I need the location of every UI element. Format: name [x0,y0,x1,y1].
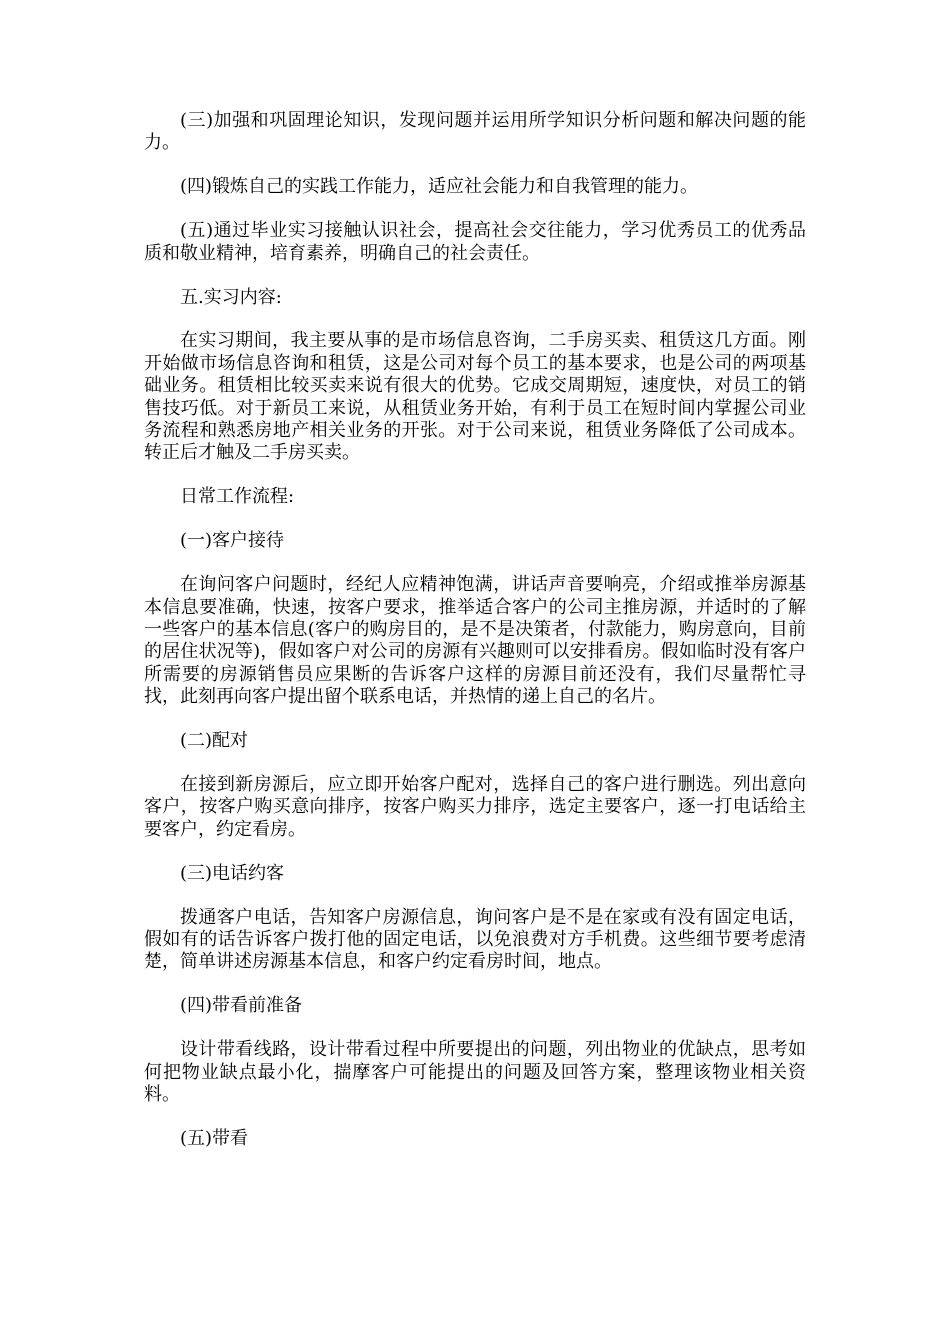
paragraph-phone-appointment: 拨通客户电话，告知客户房源信息，询问客户是不是在家或有没有固定电话，假如有的话告诉客户拨打他的固定电话，以免浪费对方手机费。这些细节要考虑清楚，简单讲述房源基本信息，和客户约定看房时间，地点。 [144,906,806,973]
subheading-matching: (二)配对 [180,730,249,752]
document-body [144,110,806,1172]
subheading-viewing: (五)带看 [180,1128,249,1149]
paragraph-matching: 在接到新房源后，应立即开始客户配对，选择自己的客户进行删选。列出意向客户，按客户购买意向排序，按客户购买力排序，选定主要客户，逐一打电话给主要客户，约定看房。 [144,774,806,840]
subheading-phone-appointment: (三)电话约客 [180,862,285,884]
subheading-customer-reception: (一)客户接待 [180,530,285,552]
paragraph-goal-4: (四)锻炼自己的实践工作能力，适应社会能力和自我管理的能力。 [180,176,699,198]
paragraph-goal-5: (五)通过毕业实习接触认识社会，提高社会交往能力，学习优秀员工的优秀品质和敬业精神，培育素养，明确自己的社会责任。 [144,220,806,264]
paragraph-internship-content: 在实习期间，我主要从事的是市场信息咨询，二手房买卖、租赁这几方面。刚开始做市场信息咨询和租赁，这是公司对每个员工的基本要求，也是公司的两项基础业务。租赁相比较买卖来说有很大的优势。它成交周期短，速度快，对员工的销售技巧低。对于新员工来说，从租赁业务开始，有利于员工在短时间内掌握公司业务流程和熟悉房地产相关业务的开张。对于公司来说，租赁业务降低了公司成本。转正后才触及二手房买卖。 [144,330,806,464]
subheading-viewing-preparation: (四)带看前准备 [180,995,303,1017]
paragraph-customer-reception: 在询问客户问题时，经纪人应精神饱满，讲话声音要响亮，介绍或推举房源基本信息要准确，快速，按客户要求，推举适合客户的公司主推房源，并适时的了解一些客户的基本信息(客户的购房目的，是不是决策者，付款能力，购房意向，目前的居住状况等)，假如客户对公司的房源有兴趣则可以安排看房。假如临时没有客户所需要的房源销售员应果断的告诉客户这样的房源目前还没有，我们尽量帮忙寻找，此刻再向客户提出留个联系电话，并热情的递上自己的名片。 [144,574,806,708]
section-heading-internship-content: 五.实习内容: [180,286,282,308]
section-heading-daily-workflow: 日常工作流程: [180,486,295,508]
paragraph-viewing-preparation: 设计带看线路，设计带看过程中所要提出的问题，列出物业的优缺点，思考如何把物业缺点最小化，揣摩客户可能提出的问题及回答方案，整理该物业相关资料。 [144,1039,806,1106]
paragraph-goal-3: (三)加强和巩固理论知识，发现问题并运用所学知识分析问题和解决问题的能力。 [144,110,806,154]
